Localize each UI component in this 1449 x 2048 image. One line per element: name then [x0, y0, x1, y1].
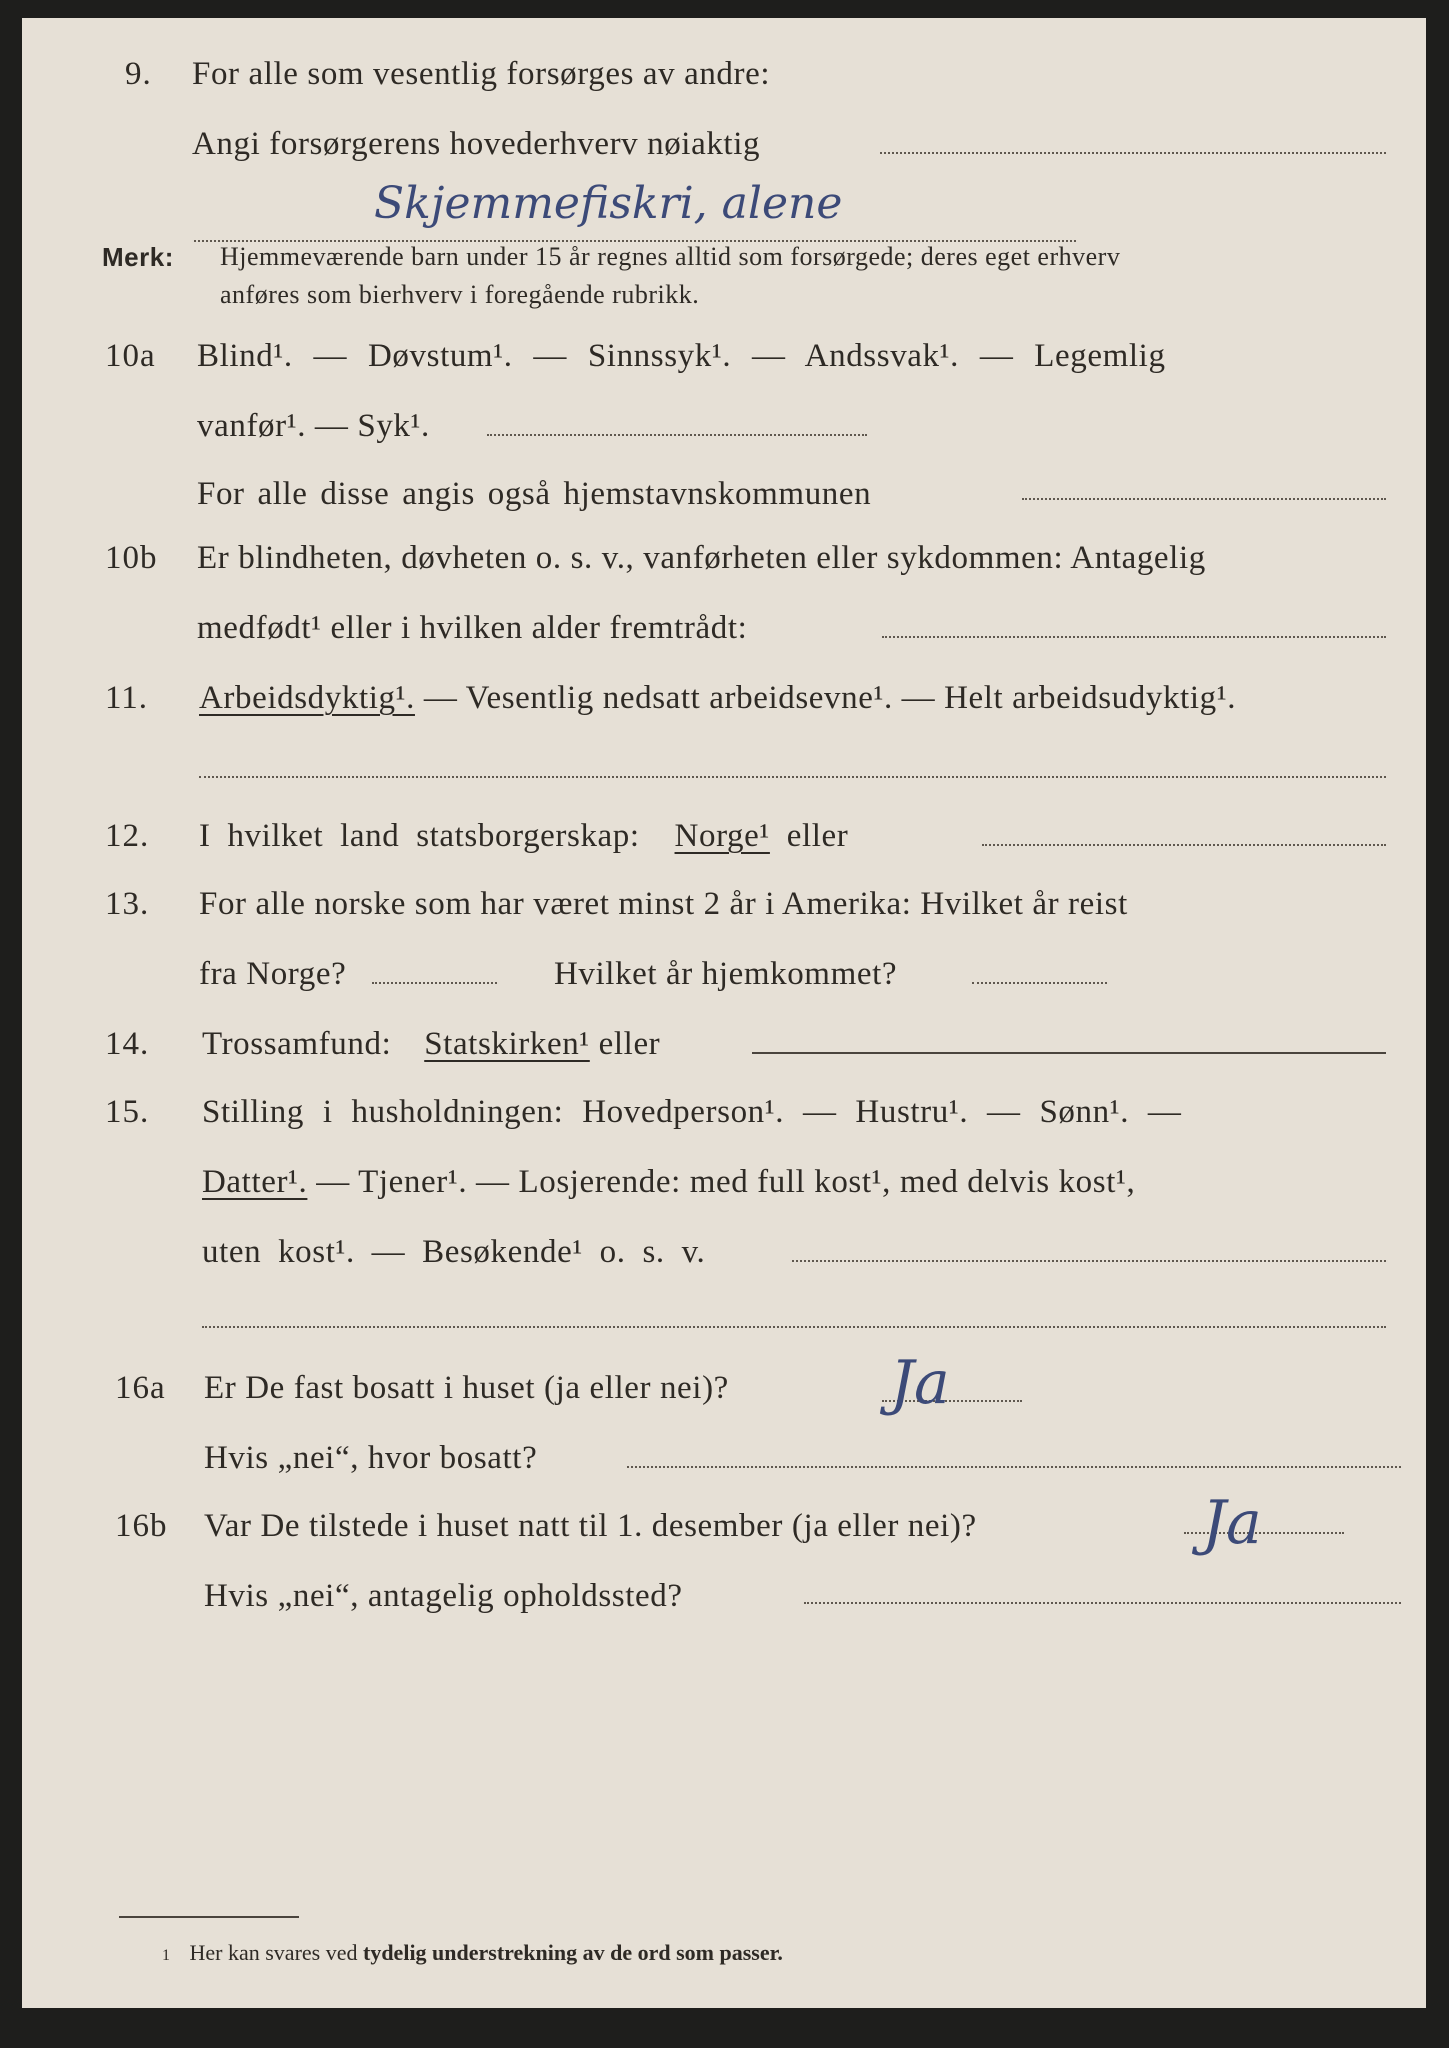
- merk-line2: anføres som bierhverv i foregående rubrikk.: [220, 280, 700, 309]
- q12-line: [199, 818, 848, 855]
- q11-dotted-line: [199, 776, 1386, 778]
- q10a-hometown-dotted-line: [1022, 498, 1386, 500]
- footnote-rule: [119, 1916, 299, 1918]
- q9-number: 9.: [125, 56, 152, 92]
- q14-suffix: eller: [598, 1026, 661, 1062]
- q9-line1: For alle som vesentlig forsørges av andre:: [192, 56, 771, 92]
- footnote-text: Her kan svares ved: [189, 1940, 358, 1965]
- q15-selected-option: Datter¹.: [202, 1164, 308, 1200]
- q16b-line1: Var De tilstede i huset natt til 1. desember (ja eller nei)?: [204, 1508, 977, 1544]
- merk-line1: Hjemmeværende barn under 15 år regnes alltid som forsørgede; deres eget erhverv: [220, 242, 1121, 271]
- q12-dotted-line: [982, 844, 1386, 846]
- q9-line2: Angi forsørgerens hovederhverv nøiaktig: [192, 126, 761, 162]
- q13-line2a: fra Norge?: [199, 956, 347, 992]
- q16a-bosatt-dotted-line: [627, 1466, 1401, 1468]
- merk-label: Merk:: [102, 242, 174, 272]
- q11-number: 11.: [105, 680, 149, 716]
- q16b-number: 16b: [115, 1508, 168, 1544]
- q15-line2-rest: — Tjener¹. — Losjerende: med full kost¹, med delvis kost¹,: [316, 1164, 1136, 1200]
- q14-number: 14.: [105, 1026, 150, 1062]
- q16a-handwritten-answer: Ja: [890, 1348, 950, 1418]
- q16a-line2: Hvis „nei“, hvor bosatt?: [204, 1440, 538, 1476]
- q14-prefix: Trossamfund:: [202, 1026, 392, 1062]
- q16a-number: 16a: [115, 1370, 166, 1406]
- footnote-bold-text: tydelig understrekning av de ord som passer.: [363, 1940, 783, 1965]
- q14-selected-option: Statskirken¹: [424, 1026, 590, 1062]
- q10a-number: 10a: [105, 338, 156, 374]
- q13-number: 13.: [105, 886, 150, 922]
- footnote: [162, 1940, 783, 1966]
- q16b-handwritten-answer: Ja: [1202, 1488, 1262, 1558]
- q12-selected-option: Norge¹: [674, 818, 770, 854]
- q10b-dotted-line: [882, 636, 1386, 638]
- q15-line1: Stilling i husholdningen: Hovedperson¹. — Hustru¹. — Sønn¹. —: [202, 1094, 1182, 1130]
- q15-second-dotted-line: [202, 1326, 1386, 1328]
- q14-line-rule: [752, 1052, 1386, 1054]
- q9-dotted-line: [880, 152, 1386, 154]
- q16a-line1: Er De fast bosatt i huset (ja eller nei)?: [204, 1370, 729, 1406]
- q15-dotted-line: [792, 1260, 1386, 1262]
- q12-prefix: I hvilket land statsborgerskap:: [199, 818, 640, 854]
- q14-line: [202, 1026, 660, 1063]
- q10a-line2: vanfør¹. — Syk¹.: [197, 408, 430, 444]
- footnote-mark: 1: [162, 1947, 170, 1964]
- q15-line3: uten kost¹. — Besøkende¹ o. s. v.: [202, 1234, 706, 1270]
- census-form-page: [22, 18, 1426, 2008]
- q10b-line2: medfødt¹ eller i hvilken alder fremtrådt:: [197, 610, 748, 646]
- q12-number: 12.: [105, 818, 150, 854]
- q10a-line1: Blind¹. — Døvstum¹. — Sinnssyk¹. — Andssvak¹. — Legemlig: [197, 338, 1166, 374]
- q11-selected-option: Arbeidsdyktig¹.: [199, 680, 415, 716]
- q10a-dotted-line: [487, 434, 867, 436]
- q16b-line2: Hvis „nei“, antagelig opholdssted?: [204, 1578, 683, 1614]
- q15-number: 15.: [105, 1094, 150, 1130]
- q9-handwritten-answer: Skjemmefiskri, alene: [374, 178, 843, 229]
- q11-line: [199, 680, 1236, 717]
- q13-hjemkommet-dotted-line: [972, 982, 1107, 984]
- q15-line2: [202, 1164, 1135, 1201]
- q13-line1: For alle norske som har været minst 2 år i Amerika: Hvilket år reist: [199, 886, 1128, 922]
- q11-other-options: — Vesentlig nedsatt arbeidsevne¹. — Helt arbeidsudyktig¹.: [423, 680, 1237, 716]
- q10b-line1: Er blindheten, døvheten o. s. v., vanførheten eller sykdommen: Antagelig: [197, 540, 1206, 576]
- q13-line2b: Hvilket år hjemkommet?: [554, 956, 898, 992]
- q13-reist-dotted-line: [372, 982, 497, 984]
- q10b-number: 10b: [105, 540, 158, 576]
- q16b-opholdssted-dotted-line: [804, 1602, 1401, 1604]
- q12-suffix: eller: [786, 818, 849, 854]
- q10a-line3: For alle disse angis også hjemstavnskommunen: [197, 476, 872, 512]
